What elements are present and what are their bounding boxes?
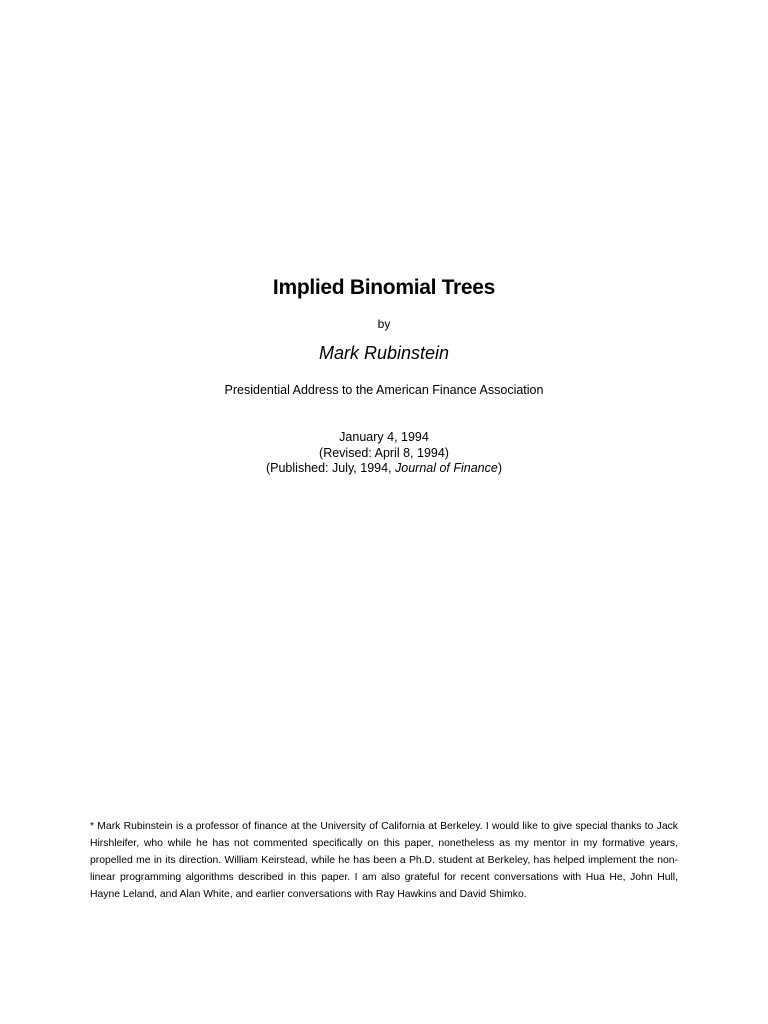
- published-line: [0, 461, 768, 477]
- date-block: [0, 430, 768, 477]
- venue-line: Presidential Address to the American Finance Association: [224, 383, 544, 397]
- revised-line: (Revised: April 8, 1994): [319, 445, 449, 460]
- author-footnote: * Mark Rubinstein is a professor of finance at the University of California at Berkeley. I would like to give special thanks to Jack Hirshleifer, who while he has not commented specifically on this paper, nonetheless as my mentor in my formative years, propelled me in its direction. William Keirstead, while he has been a Ph.D. student at Berkeley, has helped implement the non-linear programming algorithms described in this paper. I am also grateful for recent conversations with Hua He, John Hull, Hayne Leland, and Alan White, and earlier conversations with Ray Hawkins and David Shimko.: [90, 821, 678, 900]
- by-line: by: [377, 317, 391, 331]
- date-line: January 4, 1994: [339, 430, 429, 444]
- published-suffix: ): [497, 461, 503, 475]
- paper-title: Implied Binomial Trees: [272, 276, 496, 299]
- author-name: Mark Rubinstein: [318, 343, 450, 363]
- published-prefix: (Published: July, 1994,: [265, 461, 395, 475]
- journal-name: Journal of Finance: [395, 461, 498, 475]
